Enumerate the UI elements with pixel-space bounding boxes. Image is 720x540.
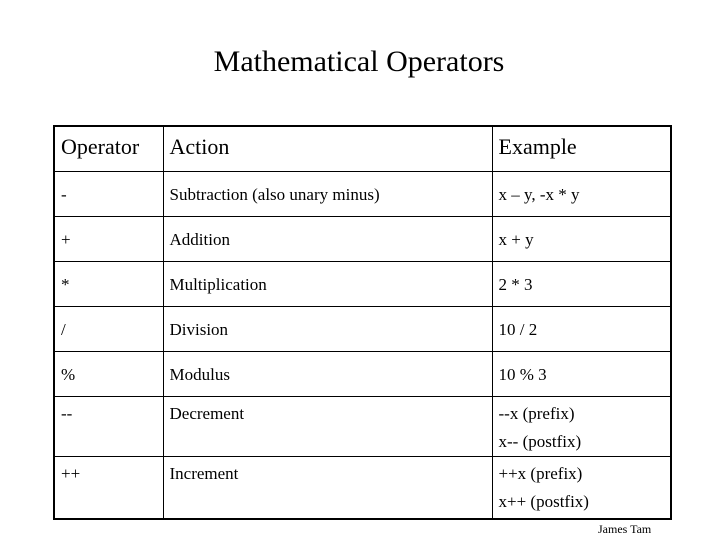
example-cell [492,396,671,456]
example-cell [492,216,671,261]
example-cell [492,261,671,306]
action-cell: Modulus [163,351,492,396]
header-example: Example [492,126,671,171]
example-cell [492,351,671,396]
example-line: x – y, -x * y [498,184,580,204]
example-line: --x (prefix) [498,403,575,423]
example-line: x-- (postfix) [498,431,582,451]
operator-cell: ++ [54,456,163,519]
action-cell: Division [163,306,492,351]
action-cell: Increment [163,456,492,519]
table-row [54,261,671,306]
page-title: Mathematical Operators [213,45,505,78]
table-header-row [54,126,671,171]
action-cell: Addition [163,216,492,261]
example-line: 2 * 3 [498,274,533,294]
example-cell [492,171,671,216]
example-line: 10 % 3 [498,364,547,384]
table-row [54,306,671,351]
operator-cell: / [54,306,163,351]
header-operator: Operator [54,126,163,171]
operator-cell: * [54,261,163,306]
table-row [54,171,671,216]
example-line: x + y [498,229,534,249]
action-cell: Multiplication [163,261,492,306]
example-line: 10 / 2 [498,319,538,339]
operator-cell: -- [54,396,163,456]
action-cell: Subtraction (also unary minus) [163,171,492,216]
table-row [54,216,671,261]
table-row [54,396,671,456]
operator-cell: + [54,216,163,261]
example-cell [492,306,671,351]
table-row [54,351,671,396]
header-action: Action [163,126,492,171]
example-cell [492,456,671,519]
footer-author: James Tam [598,522,652,536]
action-cell: Decrement [163,396,492,456]
operator-cell: - [54,171,163,216]
table-row [54,456,671,519]
example-line: ++x (prefix) [498,463,583,483]
example-line: x++ (postfix) [498,491,589,511]
operators-table [53,125,672,520]
operator-cell: % [54,351,163,396]
